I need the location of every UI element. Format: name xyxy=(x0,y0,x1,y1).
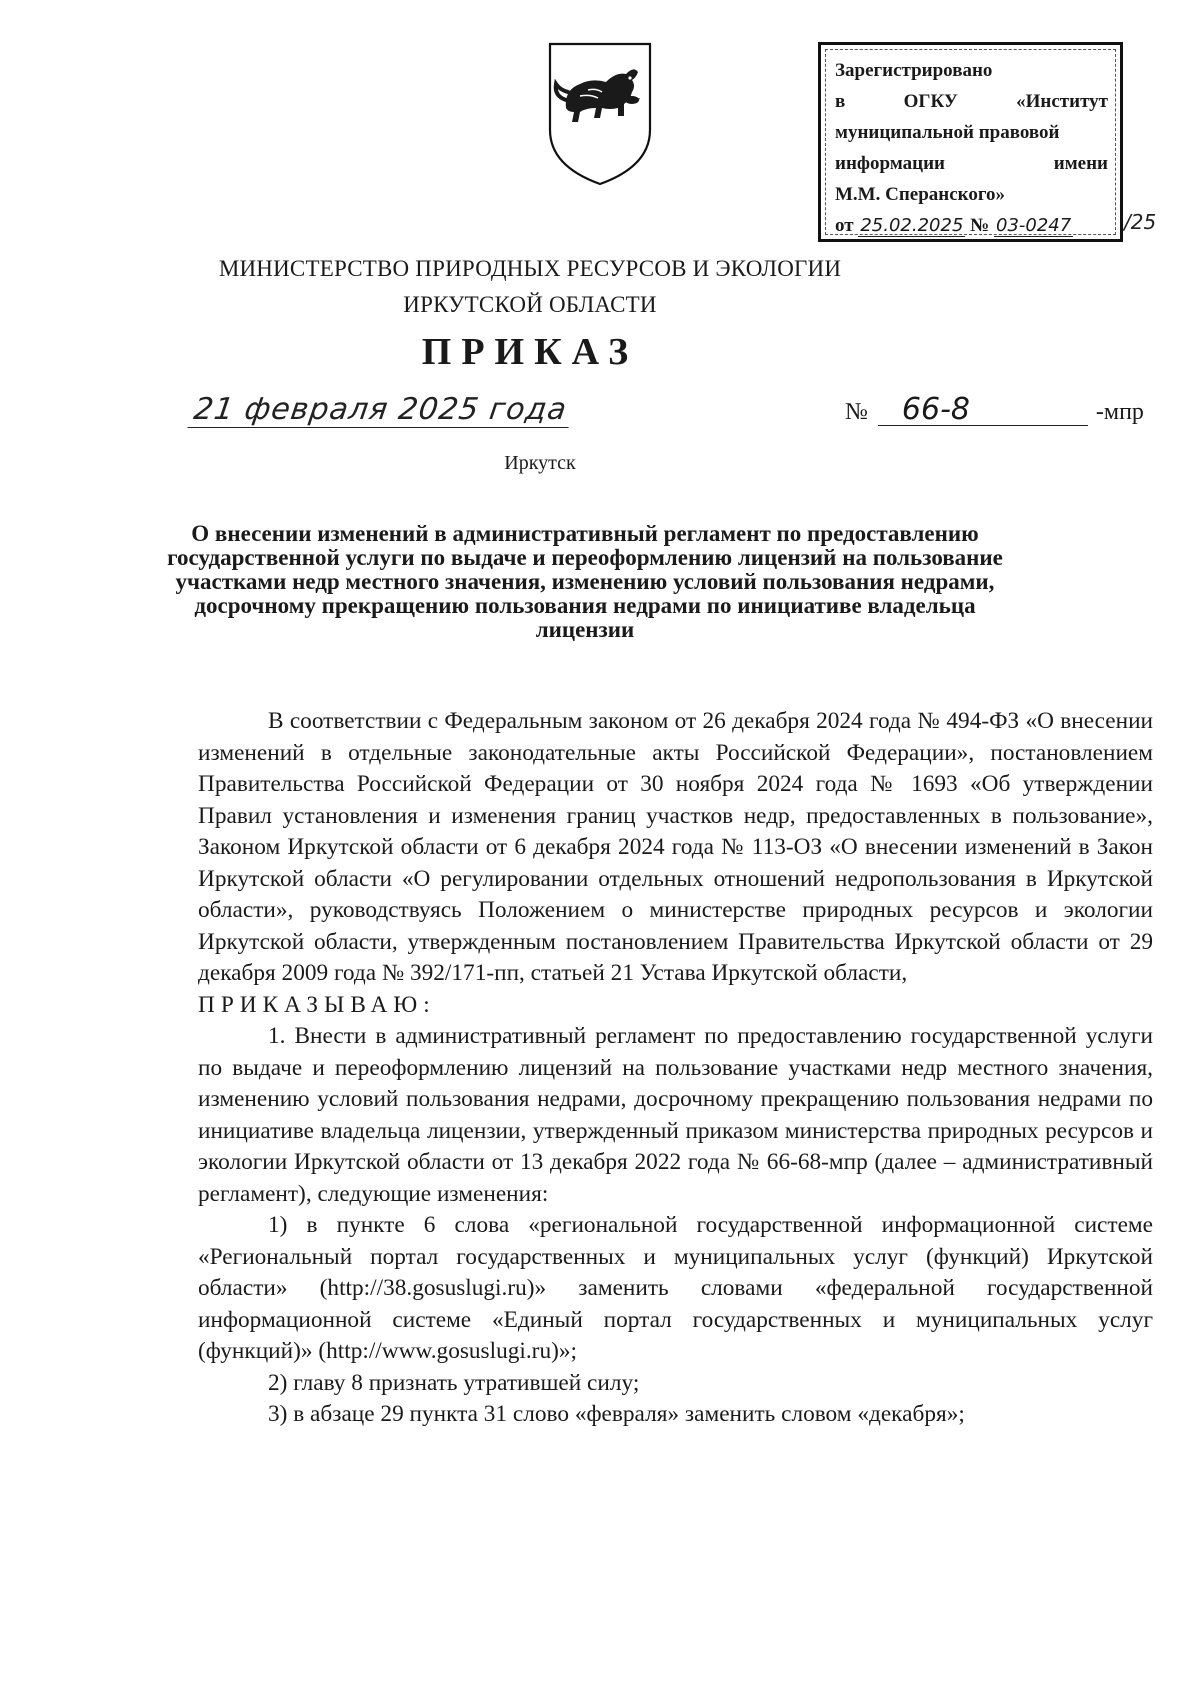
stamp-line-1: Зарегистрировано xyxy=(835,60,993,81)
stamp-number-handwritten: 03-0247 xyxy=(996,215,1072,236)
stamp-line-5: М.М. Сперанского» xyxy=(835,184,1006,205)
order-body xyxy=(198,706,1153,1431)
city-name: Иркутск xyxy=(504,452,576,474)
ministry-name-line-1: МИНИСТЕРСТВО ПРИРОДНЫХ РЕСУРСОВ И ЭКОЛОГИИ xyxy=(218,256,842,281)
order-number xyxy=(845,392,1144,427)
stamp-line-6 xyxy=(835,210,1108,241)
stamp-line-4-right: имени xyxy=(1053,153,1108,174)
ministry-name-line-2: ИРКУТСКОЙ ОБЛАСТИ xyxy=(403,292,657,317)
subitem-2-paragraph: 2) главу 8 признать утратившей силу; xyxy=(268,1369,640,1396)
order-title: О внесении изменений в административный регламент по предоставлению государственной услуги по выдаче и переоформлению лицензий на пользование участками недр местного значения, изменению условий пользования недрами, досрочному прекращению пользования недрами по инициативе владельца лицензии xyxy=(167,521,1003,642)
registration-stamp xyxy=(818,42,1123,242)
stamp-number-suffix: /25 xyxy=(1124,210,1157,234)
stamp-line-2-right: «Институт xyxy=(1016,91,1108,112)
stamp-line-4 xyxy=(835,148,1108,179)
babr-emblem-icon xyxy=(540,38,660,188)
stamp-date-prefix: от xyxy=(835,215,854,236)
coat-of-arms-emblem xyxy=(540,38,660,188)
stamp-line-4-left: информации xyxy=(835,153,945,174)
subitem-1-paragraph: 1) в пункте 6 слова «региональной государственной информационной системе «Региональный портал государственных и муниципальных услуг (функций) Иркутской области» (http://38.gosuslugi.ru)» заменить словами «федеральной государственной информационной системе «Единый портал государственных и муниципальных услуг (функций)» (http://www.gosuslugi.ru)»; xyxy=(198,1212,1153,1364)
order-word: ПРИКАЗЫВАЮ: xyxy=(198,991,436,1018)
order-number-handwritten: 66-8 xyxy=(878,395,1088,426)
item-1-paragraph: 1. Внести в административный регламент по предоставлению государственной услуги по выдаче и переоформлению лицензий на пользование участками недр местного значения, изменению условий пользования недрами, досрочному прекращению пользования недрами по инициативе владельца лицензии, утвержденный приказом министерства природных ресурсов и экологии Иркутской области от 13 декабря 2022 года № 66-68-мпр (далее – административный регламент), следующие изменения: xyxy=(198,1023,1153,1207)
number-sign: № xyxy=(845,399,868,425)
stamp-date-handwritten: 25.02.2025 xyxy=(860,215,964,236)
document-type-title: ПРИКАЗ xyxy=(421,331,639,373)
stamp-line-2-left: в xyxy=(835,91,846,112)
stamp-line-2-mid: ОГКУ xyxy=(903,91,958,112)
order-number-suffix: -мпр xyxy=(1095,399,1144,425)
preamble-paragraph: В соответствии с Федеральным законом от 26 декабря 2024 года № 494-ФЗ «О внесении изменений в отдельные законодательные акты Российской Федерации», постановлением Правительства Российской Федерации от 30 ноября 2024 года № 1693 «Об утверждении Правил установления и изменения границ участков недр, предоставленных в пользование», Законом Иркутской области от 6 декабря 2024 года № 113-ОЗ «О внесении изменений в Закон Иркутской области «О регулировании отдельных отношений недропользования в Иркутской области», руководствуясь Положением о министерстве природных ресурсов и экологии Иркутской области, утвержденным постановлением Правительства Иркутской области от 29 декабря 2009 года № 392/171-пп, статьей 21 Устава Иркутской области, xyxy=(198,708,1153,986)
stamp-line-2 xyxy=(835,86,1108,117)
subitem-3-paragraph: 3) в абзаце 29 пункта 31 слово «февраля» заменить словом «декабря»; xyxy=(268,1401,965,1427)
stamp-line-3: муниципальной правовой xyxy=(835,122,1060,143)
stamp-number-prefix: № xyxy=(970,215,990,236)
order-date-handwritten: 21 февраля 2025 года xyxy=(187,392,573,428)
